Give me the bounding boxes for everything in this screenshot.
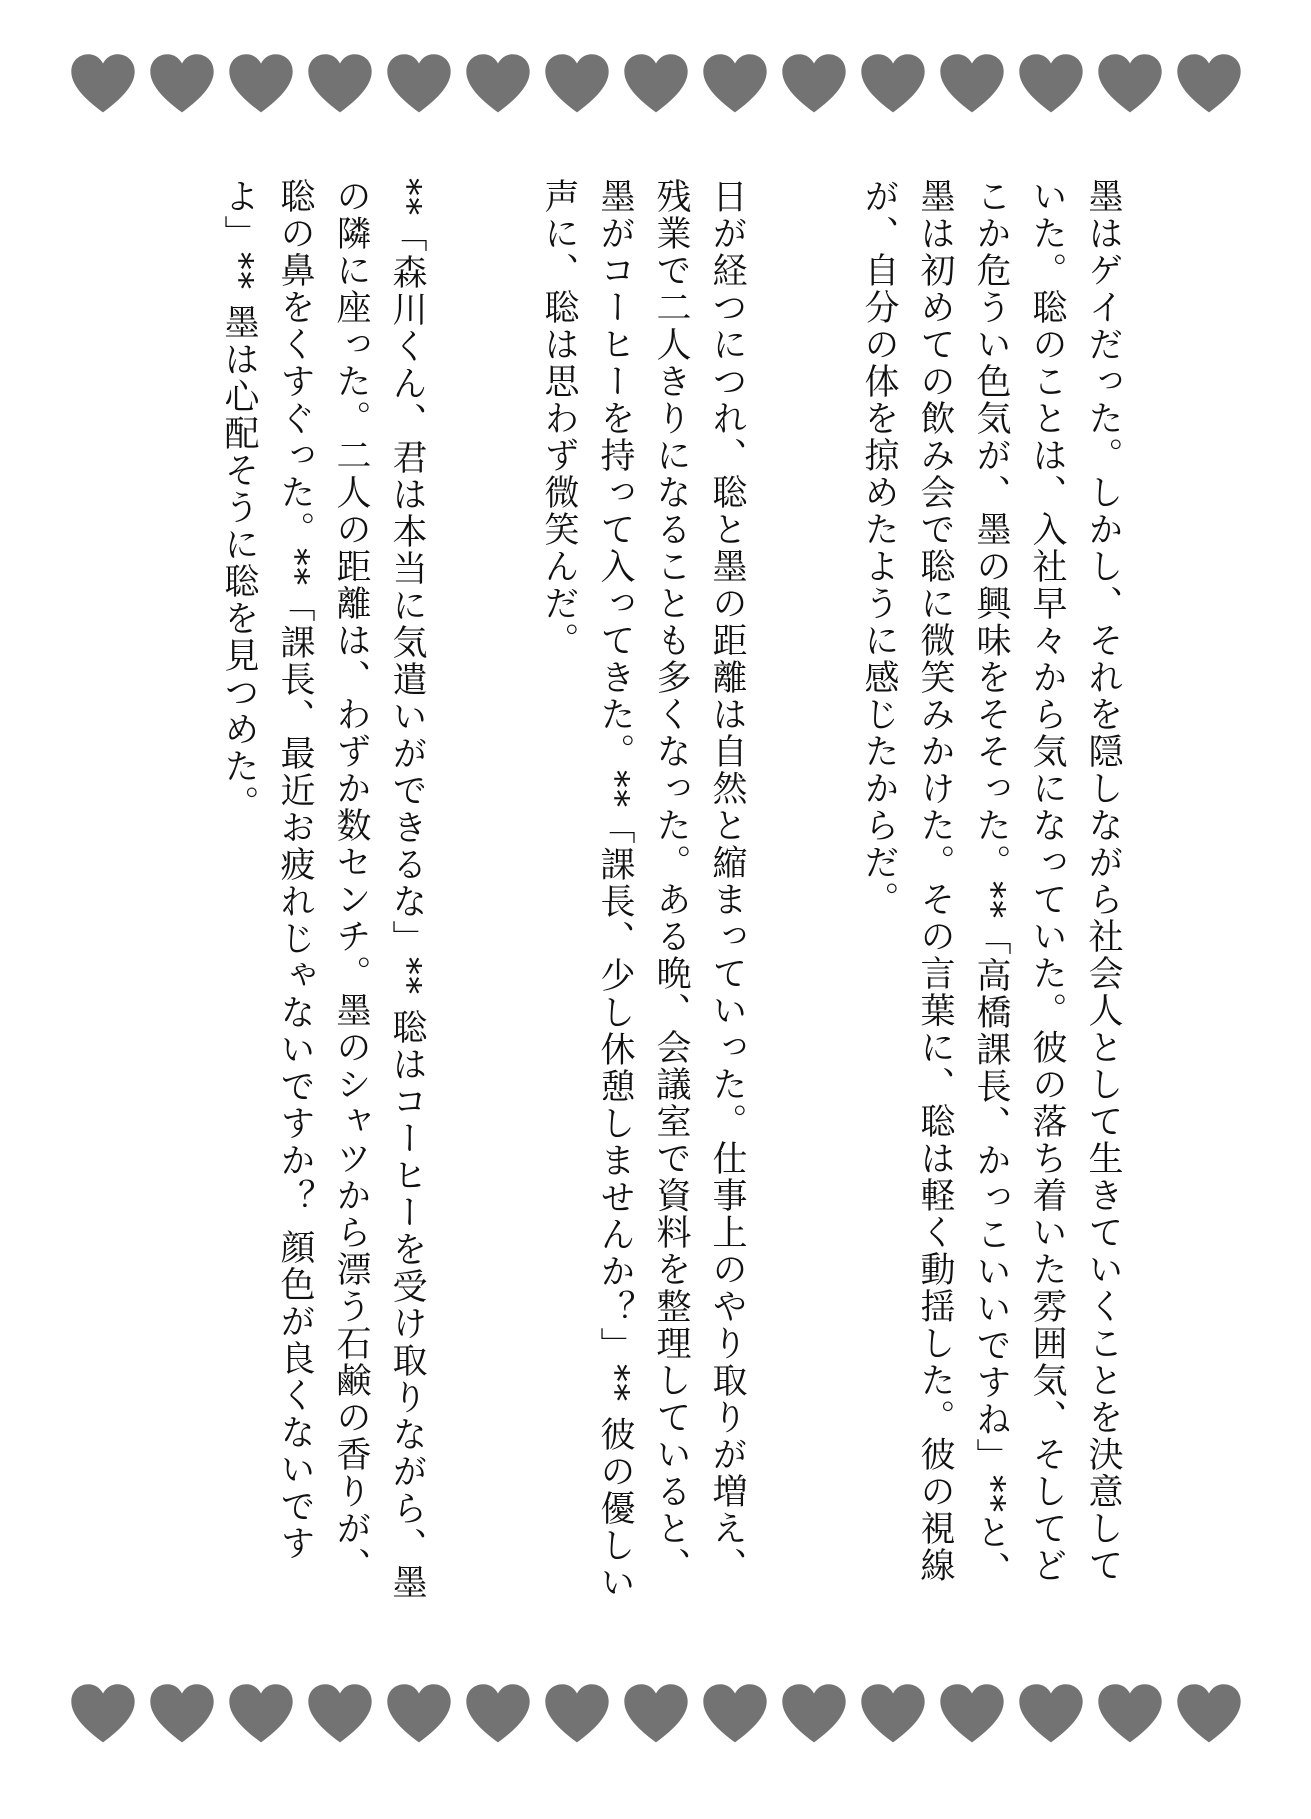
heart-icon	[70, 54, 136, 114]
top-heart-border	[70, 50, 1242, 118]
heart-icon	[860, 1684, 926, 1744]
paragraph-1: 墨はゲイだった。しかし、それを隠しながら社会人として生きていくことを決意していた。聡のことは、入社早々から気になっていた。彼の落ち着いた雰囲気、そしてどこか危うい色気が、墨の興味をそそった。**「高橋課長、かっこいいですね」**と、墨は初めての飲み会で聡に微笑みかけた。その言葉に、聡は軽く動揺した。彼の視線が、自分の体を掠めたように感じたからだ。	[859, 178, 1123, 1588]
heart-icon	[781, 54, 847, 114]
heart-icon	[544, 1684, 610, 1744]
heart-icon	[781, 1684, 847, 1744]
vertical-text-body	[211, 178, 1131, 1618]
heart-icon	[386, 1684, 452, 1744]
heart-icon	[623, 1684, 689, 1744]
paragraph-3: **「森川くん、君は本当に気遣いができるな」** 聡はコーヒーを受け取りながら、墨の隣に座った。二人の距離は、わずか数センチ。墨のシャツから漂う石鹸の香りが、聡の鼻をくすぐった。**「課長、最近お疲れじゃないですか？ 顔色が良くないですよ」** 墨は心配そうに聡を見つめた。	[219, 178, 427, 1602]
heart-icon	[149, 1684, 215, 1744]
heart-icon	[939, 1684, 1005, 1744]
heart-icon	[465, 54, 531, 114]
heart-icon	[939, 54, 1005, 114]
heart-icon	[1018, 54, 1084, 114]
heart-icon	[307, 54, 373, 114]
heart-icon	[465, 1684, 531, 1744]
heart-icon	[544, 54, 610, 114]
heart-icon	[1097, 54, 1163, 114]
heart-icon	[1176, 54, 1242, 114]
heart-icon	[149, 54, 215, 114]
heart-icon	[623, 54, 689, 114]
paragraph-2: 日が経つにつれ、聡と墨の距離は自然と縮まっていった。仕事上のやり取りが増え、残業で二人きりになることも多くなった。ある晩、会議室で資料を整理していると、墨がコーヒーを持って入ってきた。**「課長、少し休憩しませんか？」** 彼の優しい声に、聡は思わず微笑んだ。	[539, 178, 747, 1602]
heart-icon	[1018, 1684, 1084, 1744]
heart-icon	[70, 1684, 136, 1744]
heart-icon	[228, 1684, 294, 1744]
heart-icon	[702, 1684, 768, 1744]
heart-icon	[307, 1684, 373, 1744]
heart-icon	[1097, 1684, 1163, 1744]
bottom-heart-border	[70, 1680, 1242, 1748]
heart-icon	[386, 54, 452, 114]
heart-icon	[860, 54, 926, 114]
heart-icon	[228, 54, 294, 114]
heart-icon	[1176, 1684, 1242, 1744]
heart-icon	[702, 54, 768, 114]
